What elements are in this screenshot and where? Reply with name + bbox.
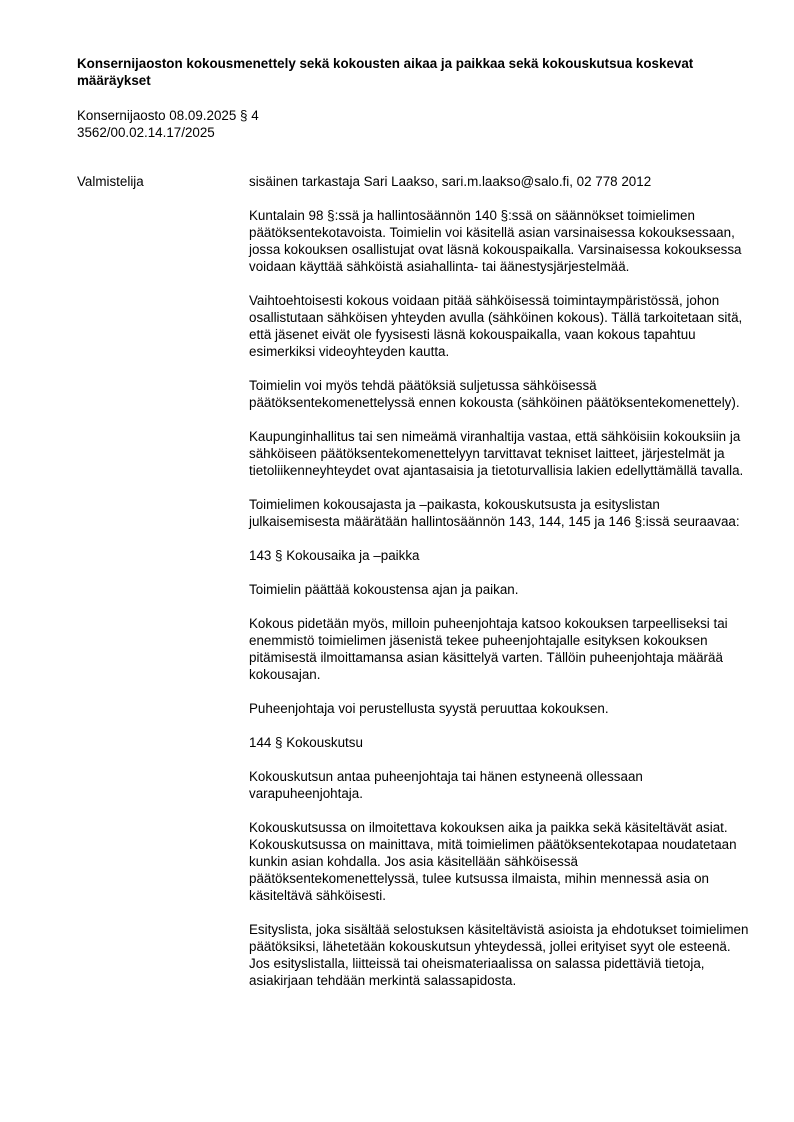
section-heading-143: 143 § Kokousaika ja –paikka: [249, 548, 420, 563]
meeting-reference: Konsernijaosto 08.09.2025 § 4: [77, 108, 259, 123]
paragraph: Kuntalain 98 §:ssä ja hallintosäännön 140 §:ssä on säännökset toimielimen päätöksentekotavoista. Toimielin voi käsitellä asian varsinaisessa kokouksessaan, jossa kokouksen osallistujat ovat läsnä kokouspaikalla. Varsinaisessa kokouksessa voidaan käyttää sähköistä asiahallinta- tai äänestysjärjestelmää.: [249, 208, 742, 274]
paragraph: Toimielin voi myös tehdä päätöksiä suljetussa sähköisessä päätöksentekomenettelyssä ennen kokousta (sähköinen päätöksentekomenettely).: [249, 378, 740, 410]
case-number: 3562/00.02.14.17/2025: [77, 125, 215, 140]
paragraph: Kaupunginhallitus tai sen nimeämä viranhaltija vastaa, että sähköisiin kokouksiin ja sähköiseen päätöksentekomenettelyyn tarvittavat tekniset laitteet, järjestelmät ja tietoliikenneyhteydet ovat ajantasaisia ja tietoturvallisia lakien edellyttämällä tavalla.: [249, 429, 744, 478]
paragraph: Kokouskutsussa on ilmoitettava kokouksen aika ja paikka sekä käsiteltävät asiat. Kokouskutsussa on mainittava, mitä toimielimen päätöksentekotapaa noudatetaan kunkin asian kohdalla. Jos asia käsitellään sähköisessä päätöksentekomenettelyssä, tulee kutsussa ilmaista, mihin mennessä asia on käsiteltävä sähköisesti.: [249, 820, 737, 903]
paragraph: Toimielimen kokousajasta ja –paikasta, kokouskutsusta ja esityslistan julkaisemisesta määrätään hallintosäännön 143, 144, 145 ja 146 §:issä seuraavaa:: [249, 497, 740, 529]
preparer-info: sisäinen tarkastaja Sari Laakso, sari.m.laakso@salo.fi, 02 778 2012: [249, 174, 652, 189]
paragraph: Puheenjohtaja voi perustellusta syystä peruuttaa kokouksen.: [249, 701, 609, 716]
paragraph: Kokous pidetään myös, milloin puheenjohtaja katsoo kokouksen tarpeelliseksi tai enemmistö toimielimen jäsenistä tekee puheenjohtajalle esityksen kokouksen pitämisestä ilmoittamansa asian käsittelyä varten. Tällöin puheenjohtaja määrää kokousajan.: [249, 616, 728, 682]
paragraph: Kokouskutsun antaa puheenjohtaja tai hänen estyneenä ollessaan varapuheenjohtaja.: [249, 769, 643, 801]
paragraph: Toimielin päättää kokoustensa ajan ja paikan.: [249, 582, 519, 597]
preparer-label: Valmistelija: [77, 174, 144, 189]
paragraph: Esityslista, joka sisältää selostuksen käsiteltävistä asioista ja ehdotukset toimielimen päätöksiksi, lähetetään kokouskutsun yhteydessä, jollei erityiset syyt ole esteenä. Jos esityslistalla, liitteissä tai oheismateriaalissa on salassa pidettäviä tietoja, asiakirjaan tehdään merkintä salassapidosta.: [249, 922, 749, 988]
document-meta: [77, 107, 259, 141]
paragraph: Vaihtoehtoisesti kokous voidaan pitää sähköisessä toimintaympäristössä, johon osallistutaan sähköisen yhteyden avulla (sähköinen kokous). Tällä tarkoitetaan sitä, että jäsenet eivät ole fyysisesti läsnä kokouspaikalla, vaan kokous tapahtuu esimerkiksi videoyhteyden kautta.: [249, 293, 743, 359]
document-title: Konsernijaoston kokousmenettely sekä kokousten aikaa ja paikkaa sekä kokouskutsua koskevat määräykset: [77, 56, 694, 88]
document-body: [249, 173, 749, 1006]
section-heading-144: 144 § Kokouskutsu: [249, 735, 363, 750]
